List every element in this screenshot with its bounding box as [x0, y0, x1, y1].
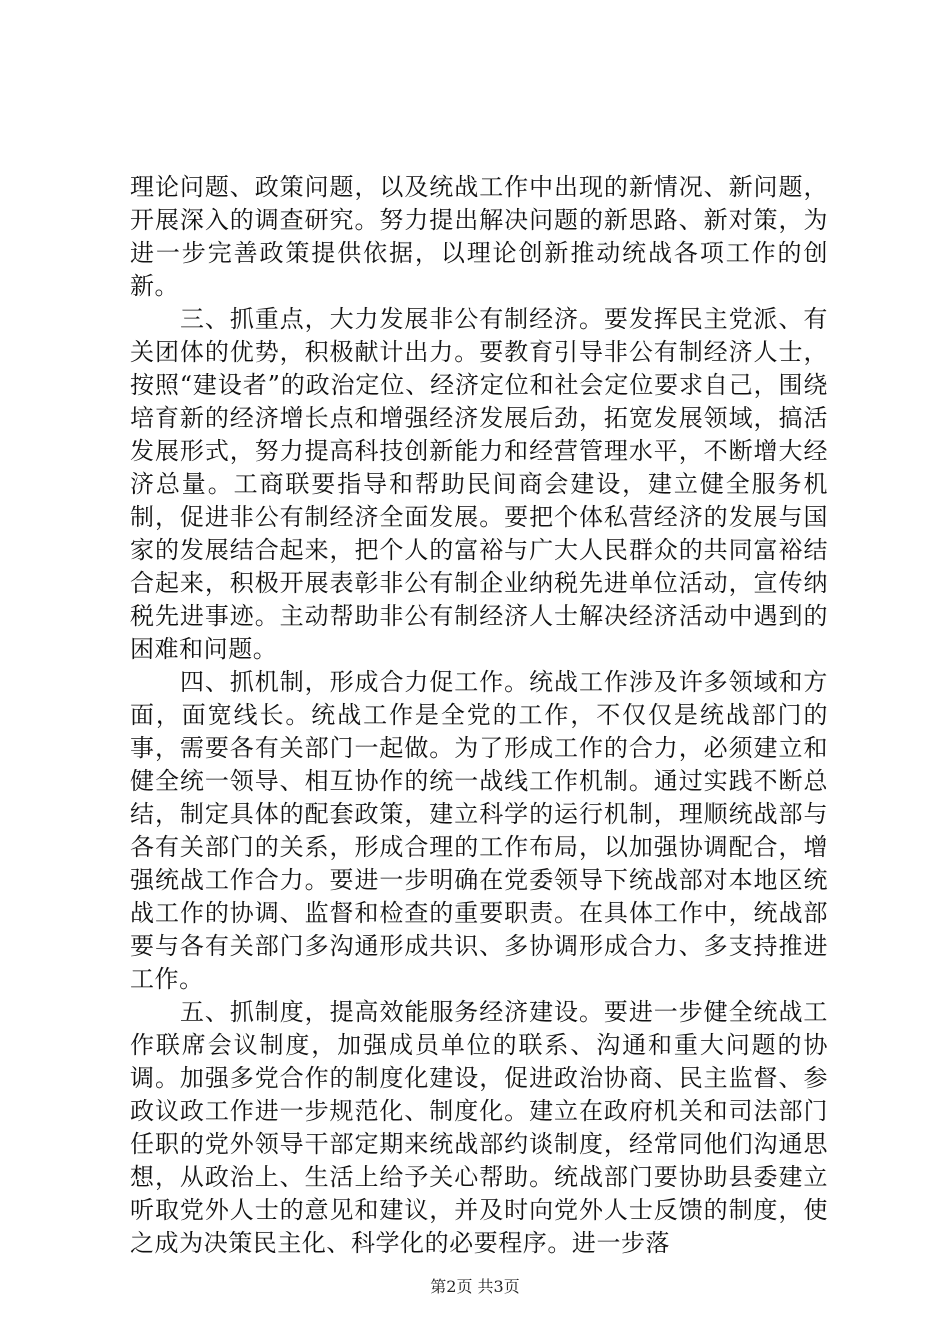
page-footer: 第2页 共3页: [430, 1277, 520, 1296]
document-body: [130, 171, 828, 1260]
paragraph-section-four: 四、抓机制，形成合力促工作。统战工作涉及许多领域和方面，面宽线长。统战工作是全党的工作，不仅仅是统战部门的事，需要各有关部门一起做。为了形成工作的合力，必须建立和健全统一领导、相互协作的统一战线工作机制。通过实践不断总结，制定具体的配套政策，建立科学的运行机制，理顺统战部与各有关部门的关系，形成合理的工作布局，以加强协调配合，增强统战工作合力。要进一步明确在党委领导下统战部对本地区统战工作的协调、监督和检查的重要职责。在具体工作中，统战部要与各有关部门多沟通形成共识、多协调形成合力、多支持推进工作。: [130, 668, 828, 993]
paragraph-continued: 理论问题、政策问题，以及统战工作中出现的新情况、新问题，开展深入的调查研究。努力提出解决问题的新思路、新对策，为进一步完善政策提供依据，以理论创新推动统战各项工作的创新。: [130, 173, 828, 300]
paragraph-section-five: 五、抓制度，提高效能服务经济建设。要进一步健全统战工作联席会议制度，加强成员单位的联系、沟通和重大问题的协调。加强多党合作的制度化建设，促进政治协商、民主监督、参政议政工作进一步规范化、制度化。建立在政府机关和司法部门任职的党外领导干部定期来统战部约谈制度，经常同他们沟通思想，从政治上、生活上给予关心帮助。统战部门要协助县委建立听取党外人士的意见和建议，并及时向党外人士反馈的制度，使之成为决策民主化、科学化的必要程序。进一步落: [130, 998, 828, 1257]
paragraph-section-three: 三、抓重点，大力发展非公有制经济。要发挥民主党派、有关团体的优势，积极献计出力。要教育引导非公有制经济人士，按照“建设者”的政治定位、经济定位和社会定位要求自己，围绕培育新的经济增长点和增强经济发展后劲，拓宽发展领域，搞活发展形式，努力提高科技创新能力和经营管理水平，不断增大经济总量。工商联要指导和帮助民间商会建设，建立健全服务机制，促进非公有制经济全面发展。要把个体私营经济的发展与国家的发展结合起来，把个人的富裕与广大人民群众的共同富裕结合起来，积极开展表彰非公有制企业纳税先进单位活动，宣传纳税先进事迹。主动帮助非公有制经济人士解决经济活动中遇到的困难和问题。: [130, 305, 828, 663]
